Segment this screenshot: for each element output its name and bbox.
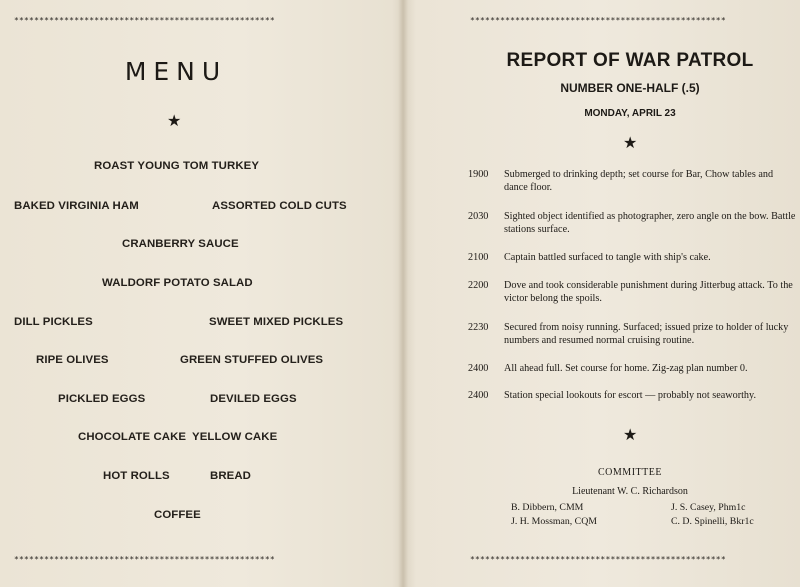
menu-item-chocolate-cake: CHOCOLATE CAKE [78, 431, 187, 443]
log-text: Secured from noisy running. Surfaced; issued prize to holder of lucky numbers and resumed normal cruising routine. [504, 322, 789, 346]
log-time: 2400 [468, 363, 489, 374]
log-text: All ahead full. Set course for home. Zig-zag plan number 0. [504, 363, 748, 374]
committee-member: C. D. Spinelli, Bkr1c [671, 516, 754, 527]
menu-item-pickled-eggs: PICKLED EGGS [58, 393, 146, 405]
log-time: 2230 [468, 322, 489, 333]
right-bottom-border: *************************************************** [470, 555, 726, 564]
log-time: 2030 [468, 211, 489, 222]
menu-item-cold-cuts: ASSORTED COLD CUTS [212, 200, 347, 212]
menu-item-ripe-olives: RIPE OLIVES [36, 354, 109, 366]
menu-item-bread: BREAD [210, 470, 252, 482]
report-date: MONDAY, APRIL 23 [584, 108, 676, 119]
closing-star-icon: ★ [623, 425, 638, 444]
committee-lead: Lieutenant W. C. Richardson [572, 486, 688, 497]
log-time: 1900 [468, 169, 489, 180]
menu-item-deviled-eggs: DEVILED EGGS [210, 393, 297, 405]
menu-item-cranberry: CRANBERRY SAUCE [122, 238, 239, 250]
page-fold [398, 0, 408, 587]
log-text: Submerged to drinking depth; set course for Bar, Chow tables and dance floor. [504, 169, 774, 193]
menu-item-yellow-cake: YELLOW CAKE [192, 431, 278, 443]
committee-member: J. S. Casey, Phm1c [671, 502, 746, 513]
committee-member: B. Dibbern, CMM [511, 502, 584, 513]
menu-item-waldorf: WALDORF POTATO SALAD [102, 277, 253, 289]
menu-item-sweet-pickles: SWEET MIXED PICKLES [209, 316, 344, 328]
log-text: Sighted object identified as photographer, zero angle on the bow. Battle stations surface. [504, 211, 796, 235]
committee-member: J. H. Mossman, CQM [511, 516, 598, 527]
menu-item-dill-pickles: DILL PICKLES [14, 316, 93, 328]
committee-title: COMMITTEE [598, 467, 662, 478]
report-star-icon: ★ [623, 133, 638, 152]
log-time: 2400 [468, 390, 489, 401]
left-bottom-border: **************************************************** [14, 555, 275, 564]
log-text: Dove and took considerable punishment during Jitterbug attack. To the victor belong the spoils. [504, 280, 793, 304]
menu-item-turkey: ROAST YOUNG TOM TURKEY [94, 160, 260, 172]
menu-item-hot-rolls: HOT ROLLS [103, 470, 170, 482]
menu-title: MENU [124, 57, 228, 86]
menu-item-ham: BAKED VIRGINIA HAM [14, 200, 139, 212]
report-subtitle: NUMBER ONE-HALF (.5) [560, 81, 700, 95]
right-top-border: *************************************************** [470, 16, 726, 25]
menu-item-green-olives: GREEN STUFFED OLIVES [180, 354, 324, 366]
menu-star-icon: ★ [167, 111, 182, 130]
log-text: Station special lookouts for escort — probably not seaworthy. [504, 390, 756, 401]
log-text: Captain battled surfaced to tangle with ship's cake. [504, 252, 711, 263]
log-time: 2200 [468, 280, 489, 291]
report-title: REPORT OF WAR PATROL [506, 50, 754, 71]
menu-item-coffee: COFFEE [154, 509, 201, 521]
left-top-border: **************************************************** [14, 16, 275, 25]
log-time: 2100 [468, 252, 489, 263]
